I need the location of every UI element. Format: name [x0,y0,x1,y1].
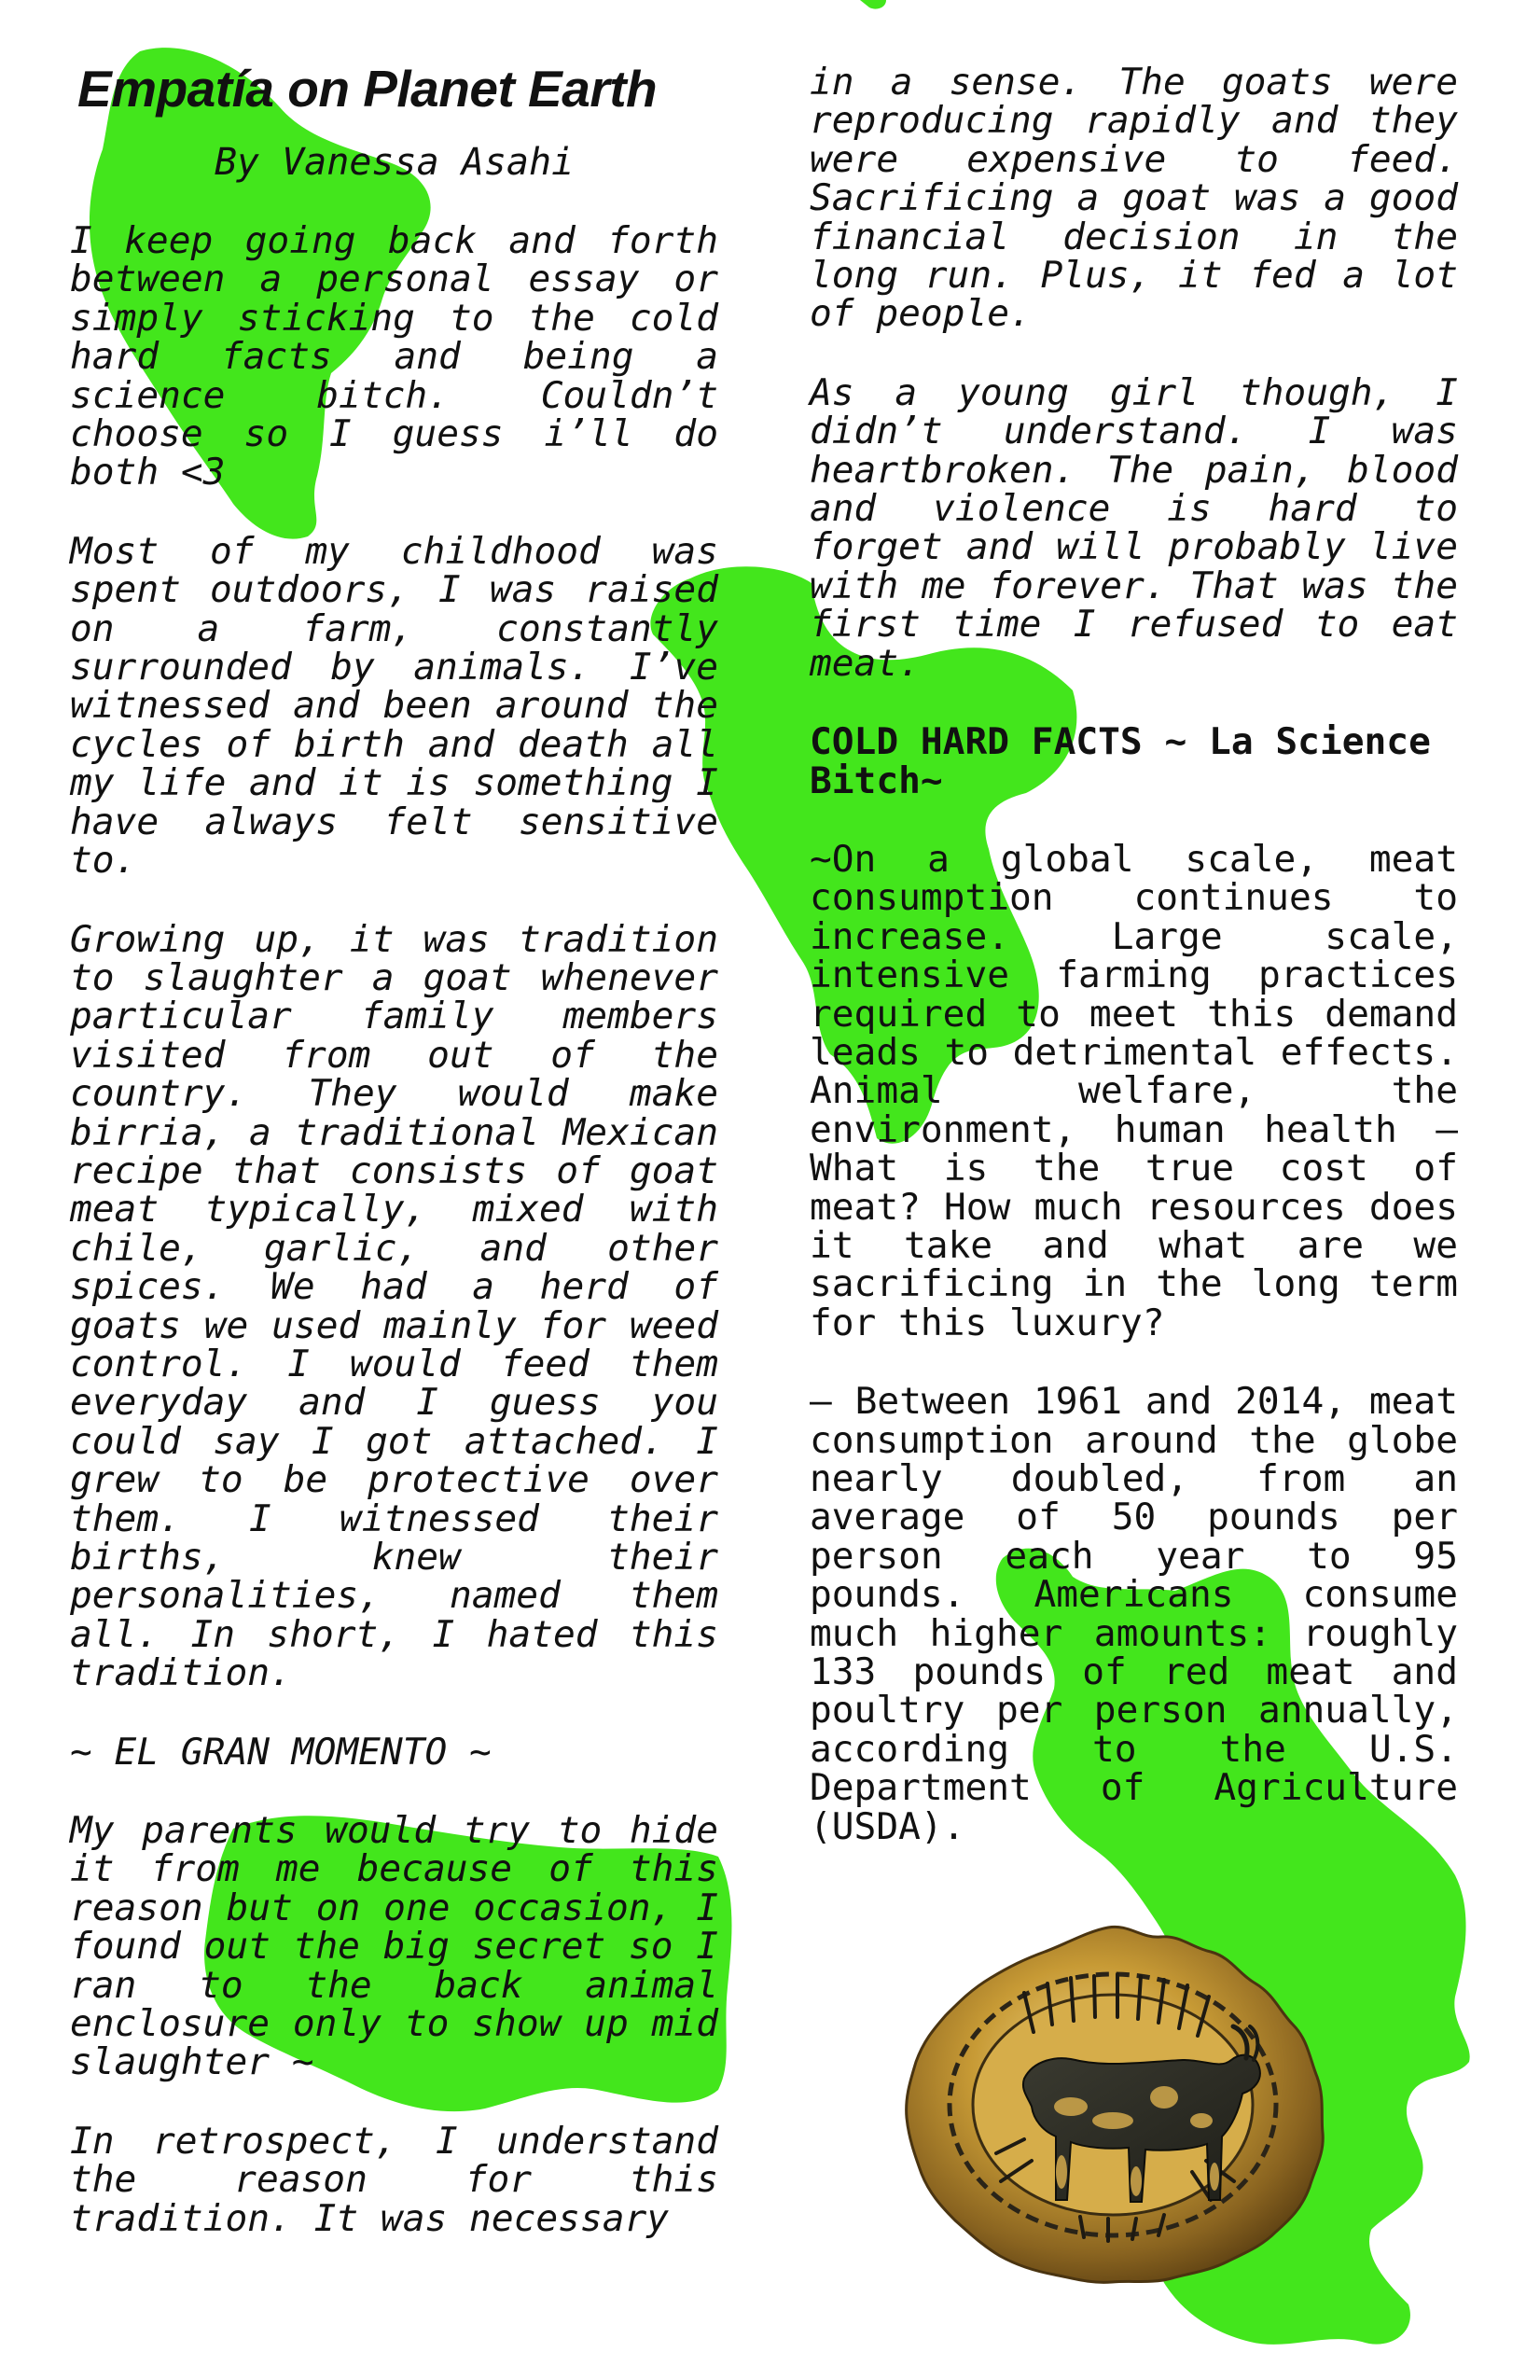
section-heading-cold-hard-facts: COLD HARD FACTS ~ La Science Bitch~ [810,720,1431,802]
section-heading-el-gran-momento: ~ EL GRAN MOMENTO ~ [70,1730,492,1774]
gold-goat-seal-icon [884,1920,1332,2289]
paragraph-young-girl: As a young girl though, I didn’t understand. I was heartbroken. The pain, blood and violence is hard to forget and will probably live with me forever. That was the first time I refused to eat meat. [810,370,1458,685]
paragraph-global-scale: ~On a global scale, meat consumption continues to increase. Large scale, intensive farming practices required to meet this demand leads to detrimental effects. Animal welfare, the environment, human health — What is the true cost of meat? How much resources does it take and what are we sacrificing in the long term for this luxury? [810,837,1458,1344]
paragraph-meat-statistics: – Between 1961 and 2014, meat consumption around the globe nearly doubled, from an average of 50 pounds per person each year to 95 pounds. Americans consume much higher amounts: roughly 133 pounds of red meat and poultry per person annually, according to the U.S. Department of Agriculture (USDA). [810,1380,1458,1848]
right-column [810,63,1458,1886]
left-column [70,58,718,2278]
paragraph-retrospect-continued: in a sense. The goats were reproducing rapidly and they were expensive to feed. Sacrificing a goat was a good financial decision in the long run. Plus, it fed a lot of people. [810,61,1458,336]
article-byline: By Vanessa Asahi [214,141,575,184]
paragraph-childhood: Most of my childhood was spent outdoors, I was raised on a farm, constantly surrounded by animals. I’ve witnessed and been around the cycles of birth and death all my life and it is something I have always felt sensitive to. [70,529,718,883]
paragraph-tradition: Growing up, it was tradition to slaughter a goat whenever particular family members visited from out of the country. They would make birria, a traditional Mexican recipe that consists of goat meat typically, mixed with chile, garlic, and other spices. We had a herd of goats we used mainly for weed control. I would feed them everyday and I guess you could say I got attached. I grew to be protective over them. I witnessed their births, knew their personalities, named them all. In short, I hated this tradition. [70,917,718,1695]
article-title: Empatía on Planet Earth [77,60,658,118]
green-blob-top-dot [860,0,886,9]
paragraph-slaughter: My parents would try to hide it from me because of this reason but on one occasion, I found out the big secret so I ran to the back animal enclosure only to show up mid slaughter ~ [70,1809,718,2084]
paragraph-intro: I keep going back and forth between a personal essay or simply sticking to the cold hard facts and being a science bitch. Couldn’t choose so I guess i’ll do both <3 [70,219,718,494]
paragraph-retrospect: In retrospect, I understand the reason for this tradition. It was necessary [70,2119,718,2240]
